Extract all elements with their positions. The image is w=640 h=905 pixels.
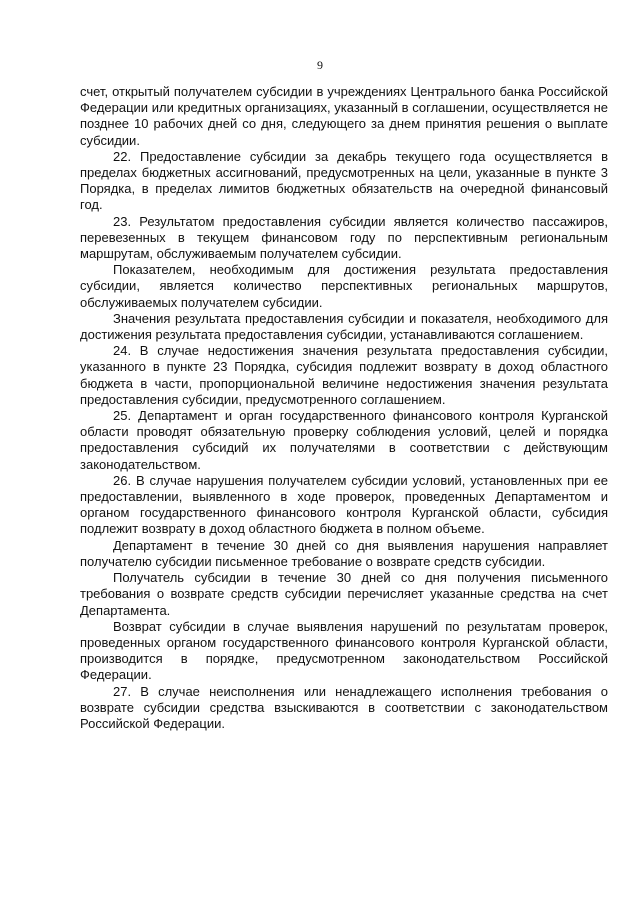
paragraph-25: 25. Департамент и орган государственного финансового контроля Курганской области проводят обязательную проверку соблюдения условий, целей и порядка предоставления субсидий их получателями в соответствии с действующим законодательством. [80, 408, 608, 472]
paragraph-22: 22. Предоставление субсидии за декабрь текущего года осуществляется в пределах бюджетных ассигнований, предусмотренных на цели, указанные в пункте 3 Порядка, в пределах лимитов бюджетных обязательств на очередной финансовый год. [80, 148, 608, 213]
paragraph-return: Возврат субсидии в случае выявления нарушений по результатам проверок, проведенных органом государственного финансового контроля Курганской области, производится в порядке, предусмотренном законодательством Российской Федерации. [80, 618, 608, 683]
paragraph-values: Значения результата предоставления субсидии и показателя, необходимого для достижения результата предоставления субсидии, устанавливаются соглашением. [80, 310, 608, 343]
paragraph-27: 27. В случае неисполнения или ненадлежащего исполнения требования о возврате субсидии средства взыскиваются в соответствии с законодательством Российской Федерации. [80, 683, 608, 731]
paragraph-indicator: Показателем, необходимым для достижения результата предоставления субсидии, является количество перспективных региональных маршрутов, обслуживаемых получателем субсидии. [80, 262, 608, 310]
paragraph-continuation: счет, открытый получателем субсидии в учреждениях Центрального банка Российской Федерации или кредитных организациях, указанный в соглашении, осуществляется не позднее 10 рабочих дней со дня, следующего за днем принятия решения о выплате субсидии. [80, 84, 608, 148]
page-number: 9 [317, 58, 323, 72]
document-body [80, 84, 608, 732]
paragraph-26: 26. В случае нарушения получателем субсидии условий, установленных при ее предоставлении, выявленного в ходе проверок, проведенных Департаментом и органом государственного финансового контроля Курганской области, субсидия подлежит возврату в доход областного бюджета в полном объеме. [80, 472, 608, 537]
paragraph-23: 23. Результатом предоставления субсидии является количество пассажиров, перевезенных в текущем финансовом году по перспективным региональным маршрутам, обслуживаемым получателем субсидии. [80, 213, 608, 262]
paragraph-refund: Получатель субсидии в течение 30 дней со дня получения письменного требования о возврате средств субсидии перечисляет указанные средства на счет Департамента. [80, 570, 608, 618]
paragraph-notice: Департамент в течение 30 дней со дня выявления нарушения направляет получателю субсидии письменное требование о возврате средств субсидии. [80, 537, 608, 569]
paragraph-24: 24. В случае недостижения значения результата предоставления субсидии, указанного в пункте 23 Порядка, субсидия подлежит возврату в доход областного бюджета в части, пропорциональной величине недостижения значения результата предоставления субсидии, предусмотренного соглашением. [80, 343, 608, 407]
